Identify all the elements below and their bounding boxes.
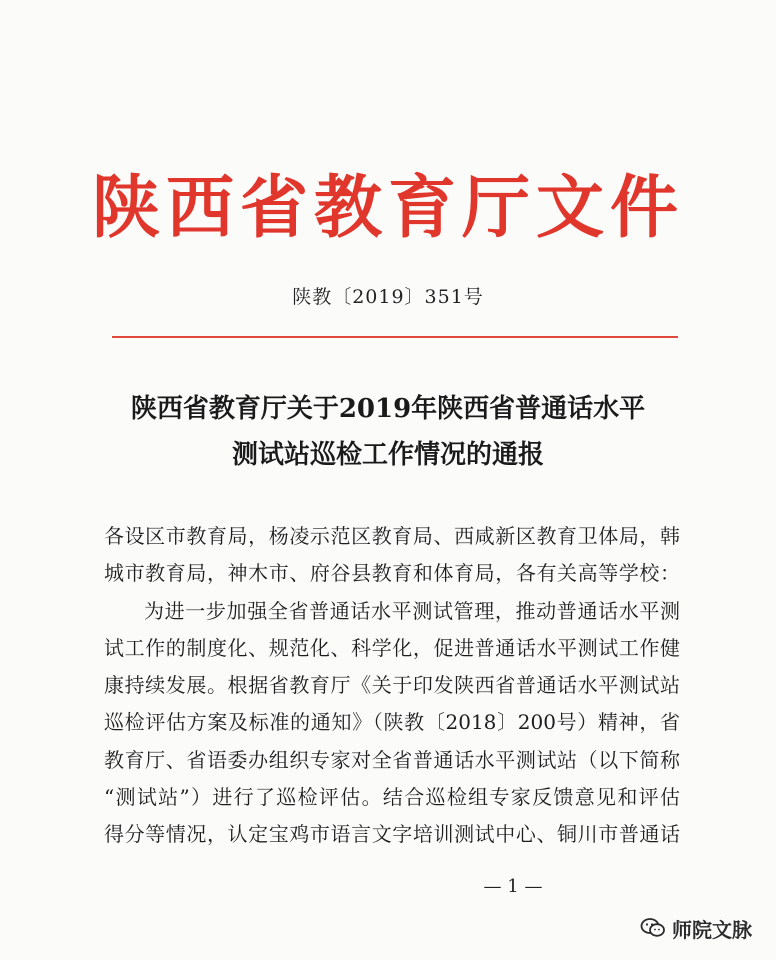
body-line: 教育厅、省语委办组织专家对全省普通话水平测试站（以下简称 (104, 747, 680, 772)
notice-title-line-1: 陕西省教育厅关于2019年陕西省普通话水平 (130, 394, 646, 424)
watermark-text: 师院文脉 (672, 917, 752, 942)
body-line: 试工作的制度化、规范化、科学化，促进普通话水平测试工作健 (104, 635, 680, 660)
document-header-title: 陕西省教育厅文件 (91, 168, 684, 248)
body-line: 各设区市教育局，杨凌示范区教育局、西咸新区教育卫体局，韩 (104, 524, 680, 548)
watermark (640, 914, 752, 942)
header-red-rule (112, 336, 678, 338)
notice-title (60, 386, 716, 478)
body-line: “测试站”）进行了巡检评估。结合巡检组专家反馈意见和评估 (104, 785, 680, 810)
notice-title-line-2: 测试站巡检工作情况的通报 (231, 440, 544, 470)
document-number: 陕教〔2019〕351号 (292, 286, 484, 308)
notice-body (104, 518, 680, 854)
body-line: 为进一步加强全省普通话水平测试管理，推动普通话水平测 (144, 598, 680, 623)
body-line: 康持续发展。根据省教育厅《关于印发陕西省普通话水平测试站 (104, 673, 680, 698)
page-number: — 1 — (483, 876, 543, 897)
body-line: 得分等情况，认定宝鸡市语言文字培训测试中心、铜川市普通话 (104, 822, 680, 847)
wechat-icon (640, 917, 666, 939)
body-line: 巡检评估方案及标准的通知》（陕教〔2018〕200号）精神，省 (104, 710, 680, 735)
body-line: 城市教育局，神木市、府谷县教育和体育局，各有关高等学校： (104, 561, 680, 586)
